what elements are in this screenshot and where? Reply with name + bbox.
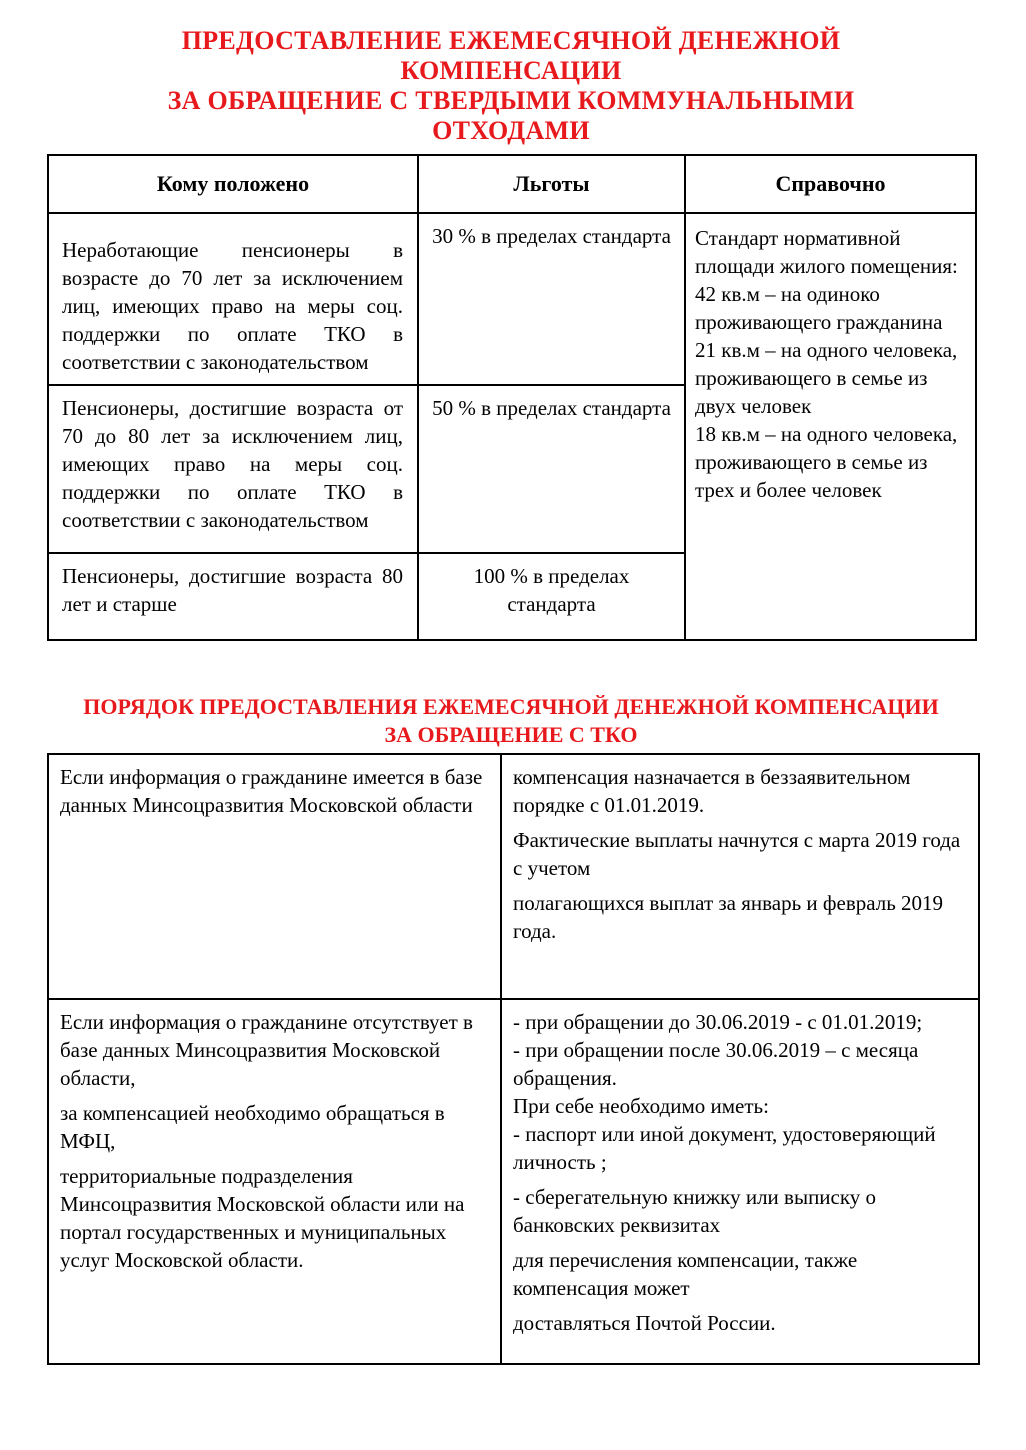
paragraph: доставляться Почтой России. — [513, 1311, 776, 1335]
reference-line: 42 кв.м – на одиноко проживающего гражданина — [695, 282, 943, 334]
procedure-cell — [501, 999, 979, 1364]
benefit-cell: 30 % в пределах стандарта — [418, 213, 685, 385]
procedure-cell — [501, 754, 979, 999]
paragraph: - сберегательную книжку или выписку о банковских реквизитах — [513, 1185, 877, 1237]
section-heading-line: ПОРЯДОК ПРЕДОСТАВЛЕНИЯ ЕЖЕМЕСЯЧНОЙ ДЕНЕЖНОЙ КОМПЕНСАЦИИ — [83, 694, 939, 719]
page-title-line: ЗА ОБРАЩЕНИЕ С ТВЕРДЫМИ КОММУНАЛЬНЫМИ — [167, 86, 855, 115]
benefits-table-header-row — [48, 155, 976, 213]
column-header-reference: Справочно — [685, 155, 976, 213]
paragraph: территориальные подразделения Минсоцразвития Московской области или на портал государственных и муниципальных услуг Московской области. — [60, 1164, 465, 1272]
benefit-cell: 50 % в пределах стандарта — [418, 385, 685, 553]
eligibility-cell: Пенсионеры, достигшие возраста от 70 до 80 лет за исключением лиц, имеющих право на меры соц. поддержки по оплате ТКО в соответствии с законодательством — [48, 385, 418, 553]
page-title-line: ПРЕДОСТАВЛЕНИЕ ЕЖЕМЕСЯЧНОЙ ДЕНЕЖНОЙ — [181, 26, 841, 55]
page-title — [47, 26, 975, 146]
table-row — [48, 999, 979, 1364]
reference-line: 18 кв.м – на одного человека, проживающего в семье из трех и более человек — [695, 422, 958, 502]
paragraph: При себе необходимо иметь: — [513, 1094, 769, 1118]
condition-cell — [48, 754, 501, 999]
condition-cell — [48, 999, 501, 1364]
section-heading — [47, 693, 975, 749]
benefits-table — [47, 154, 977, 641]
column-header-who: Кому положено — [48, 155, 418, 213]
paragraph: Фактические выплаты начнутся с марта 2019 года с учетом — [513, 828, 961, 880]
paragraph: - при обращении после 30.06.2019 – с месяца обращения. — [513, 1038, 919, 1090]
table-row — [48, 754, 979, 999]
paragraph: за компенсацией необходимо обращаться в МФЦ, — [60, 1101, 445, 1153]
column-header-benefits: Льготы — [418, 155, 685, 213]
page-title-line: КОМПЕНСАЦИИ — [400, 56, 622, 85]
paragraph: - при обращении до 30.06.2019 - с 01.01.2019; — [513, 1010, 923, 1034]
eligibility-cell: Пенсионеры, достигшие возраста 80 лет и старше — [48, 553, 418, 640]
paragraph: Если информация о гражданине отсутствует в базе данных Минсоцразвития Московской области, — [60, 1010, 473, 1090]
paragraph: Если информация о гражданине имеется в базе данных Минсоцразвития Московской области — [60, 765, 483, 817]
paragraph: - паспорт или иной документ, удостоверяющий личность ; — [513, 1122, 936, 1174]
benefit-cell: 100 % в пределах стандарта — [418, 553, 685, 640]
paragraph: компенсация назначается в беззаявительном порядке с 01.01.2019. — [513, 765, 911, 817]
page-title-line: ОТХОДАМИ — [432, 116, 590, 145]
paragraph: для перечисления компенсации, также компенсация может — [513, 1248, 858, 1300]
reference-cell — [685, 213, 976, 640]
section-heading-line: ЗА ОБРАЩЕНИЕ С ТКО — [384, 722, 638, 747]
procedure-table — [47, 753, 980, 1365]
table-row — [48, 213, 976, 385]
reference-line: Стандарт нормативной площади жилого помещения: — [695, 226, 958, 278]
paragraph: полагающихся выплат за январь и февраль 2019 года. — [513, 891, 944, 943]
reference-line: 21 кв.м – на одного человека, проживающего в семье из двух человек — [695, 338, 958, 418]
eligibility-cell: Неработающие пенсионеры в возрасте до 70 лет за исключением лиц, имеющих право на меры соц. поддержки по оплате ТКО в соответствии с законодательством — [48, 213, 418, 385]
